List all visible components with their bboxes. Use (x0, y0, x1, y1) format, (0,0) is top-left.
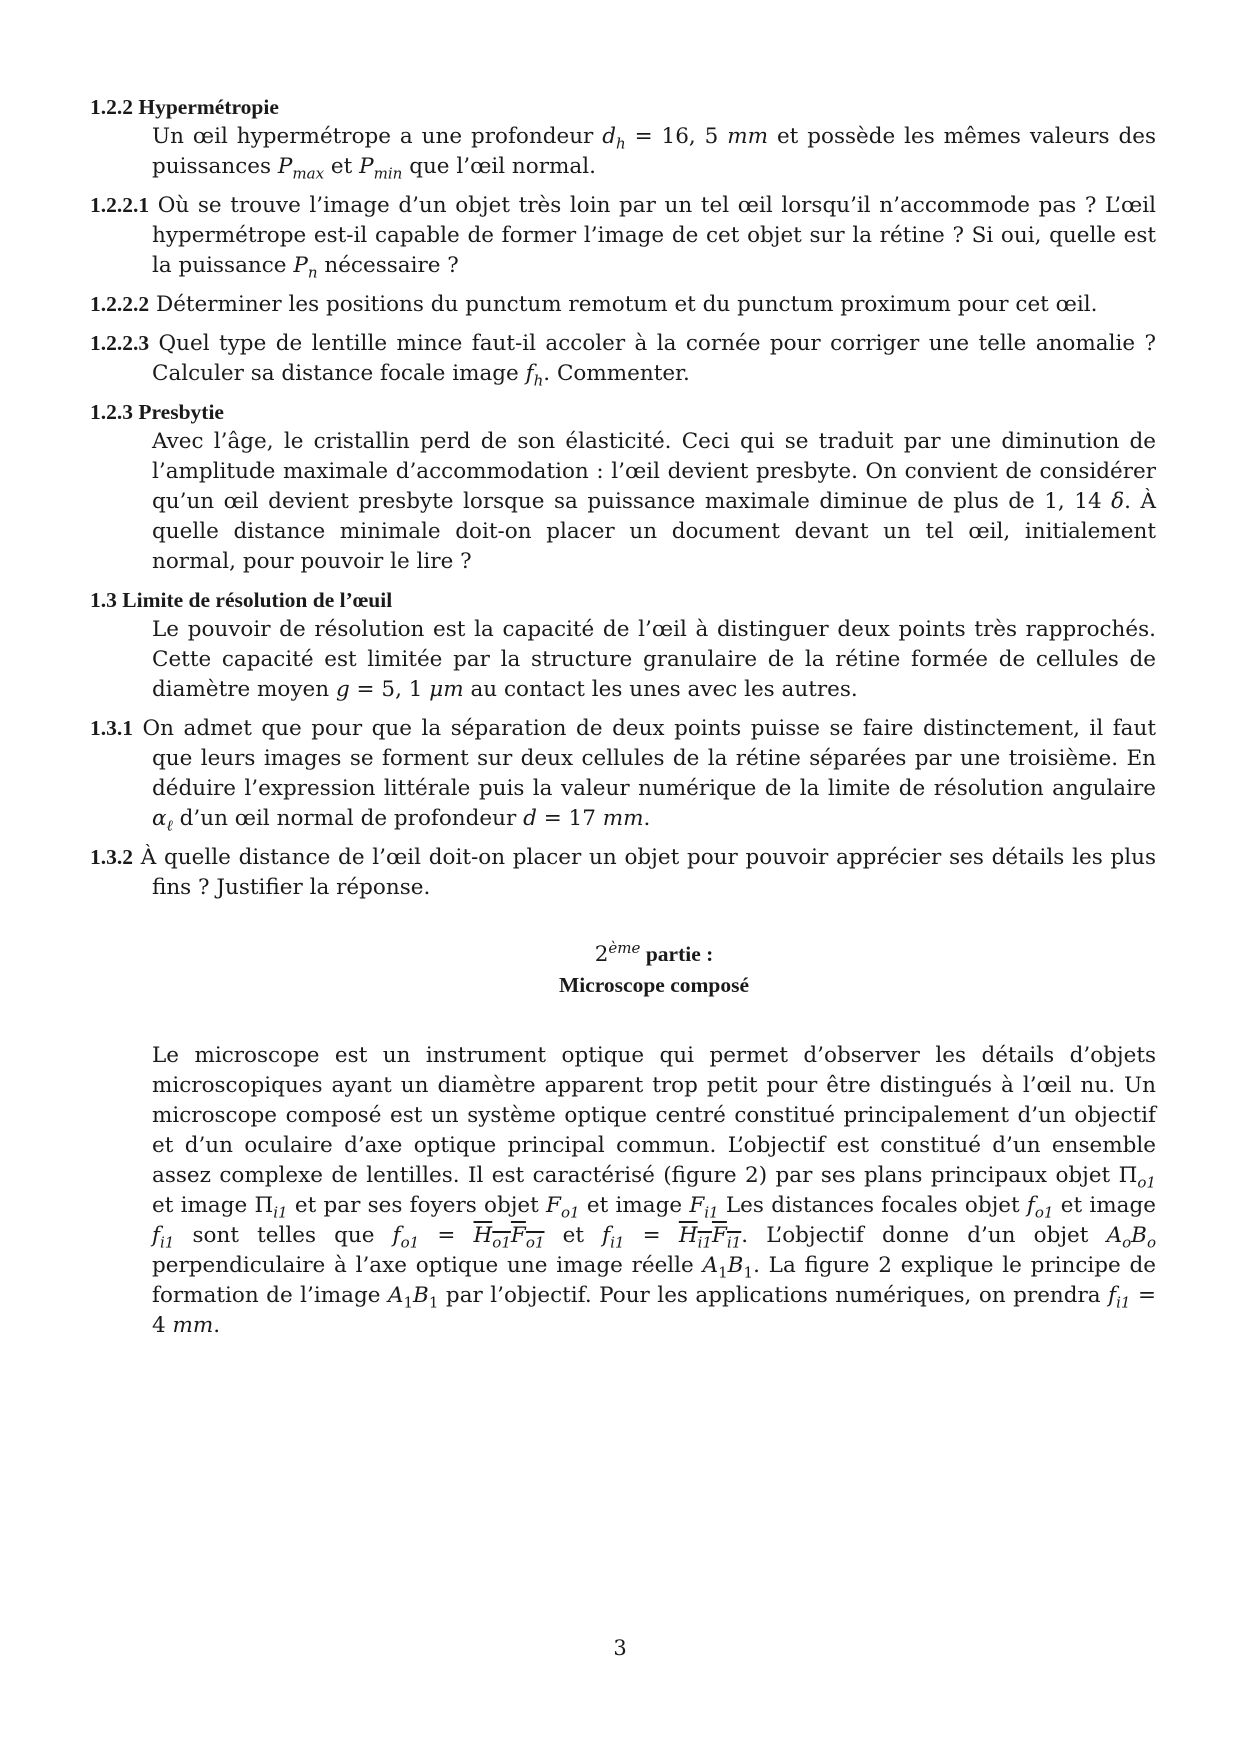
section-1-2-3 (90, 397, 1156, 577)
section-heading: 1.3 Limite de résolution de l’œuil (90, 588, 393, 612)
section-paragraph: Avec l’âge, le cristallin perd de son élasticité. Ceci qui se traduit par une diminution de l’amplitude maximale d’accommodation : l’œil devient presbyte. On convient de considérer qu’un œil devient presbyte lorsque sa puissance maximale diminue de plus de 1, 14 δ. À quelle distance minimale doit-on placer un document devant un tel œil, initialement normal, pour pouvoir le lire ? (152, 429, 1156, 574)
part-2-heading: Microscope composé (558, 973, 750, 997)
part-2-title (90, 939, 1156, 1001)
microscope-intro-paragraph: Le microscope est un instrument optique qui permet d’observer les détails d’objets microscopiques ayant un diamètre apparent trop petit pour être distingués à l’œil nu. Un microscope composé est un système optique centré constitué principalement d’un objectif et d’un oculaire d’axe optique principal commun. L’objectif est constitué d’un ensemble assez complexe de lentilles. Il est caractérisé (figure 2) par ses plans principaux objet $\Pi_{o1}$ et image $\Pi_{i1}$ et par ses foyers objet $F_{o1}$ et image $F_{i1}$ Les distances focales objet $f_{o1}$ et image $f_{i1}$ sont telles que $f_{o1} = H_{o1}F_{o1}$ et $f_{i1} = H_{i1}F_{i1}$. L’objectif donne d’un objet $A_oB_o$ perpendiculaire à l’axe optique une image réelle $A_1B_1$. La figure 2 explique le principe de formation de l’image $A_1B_1$ par l’objectif. Pour les applications numériques, on prendra $f_{i1} = 4$ mm. (152, 1043, 1157, 1338)
document-page (90, 92, 1156, 1341)
page-number: 3 (613, 1636, 627, 1660)
question-1-3-2: 1.3.2 À quelle distance de l’œil doit-on placer un objet pour pouvoir apprécier ses détails les plus fins ? Justifier la réponse. (90, 845, 1156, 900)
overline-HoFo: $H_{o1}F_{o1}$ (473, 1223, 545, 1252)
section-paragraph: Un œil hypermétrope a une profondeur $d_h = 16$, 5 mm et possède les mêmes valeurs des puissances $P_{max}$ et $P_{min}$ que l’œil normal. (152, 124, 1156, 183)
part-2-label: 2ème partie : (594, 938, 714, 967)
section-1-3 (90, 585, 1156, 705)
section-heading: 1.2.3 Presbytie (90, 400, 224, 424)
section-paragraph: Le pouvoir de résolution est la capacité de l’œil à distinguer deux points très rapprochés. Cette capacité est limitée par la structure granulaire de la rétine formée de cellules de diamètre moyen g = 5, 1 μm au contact les unes avec les autres. (152, 617, 1156, 702)
section-1-2-2 (90, 92, 1156, 182)
question-1-2-2-2: 1.2.2.2 Déterminer les positions du punctum remotum et du punctum proximum pour cet œil. (90, 292, 1098, 317)
question-1-2-2-3: 1.2.2.3 Quel type de lentille mince faut-il accoler à la cornée pour corriger une telle anomalie ? Calculer sa distance focale image $f_h$. Commenter. (90, 331, 1156, 390)
overline-HiFi: $H_{i1}F_{i1}$ (678, 1223, 742, 1252)
question-1-3-1: 1.3.1 On admet que pour que la séparation de deux points puisse se faire distinctement, il faut que leurs images se forment sur deux cellules de la rétine séparées par une troisième. En déduire l’expression littérale puis la valeur numérique de la limite de résolution angulaire $\alpha_\ell$ d’un œil normal de profondeur d = 17 mm. (90, 716, 1156, 835)
question-1-2-2-1: 1.2.2.1 Où se trouve l’image d’un objet très loin par un tel œil lorsqu’il n’accommode pas ? L’œil hypermétrope est-il capable de former l’image de cet objet sur la rétine ? Si oui, quelle est la puissance $P_n$ nécessaire ? (90, 193, 1156, 282)
section-heading: 1.2.2 Hypermétropie (90, 95, 279, 119)
